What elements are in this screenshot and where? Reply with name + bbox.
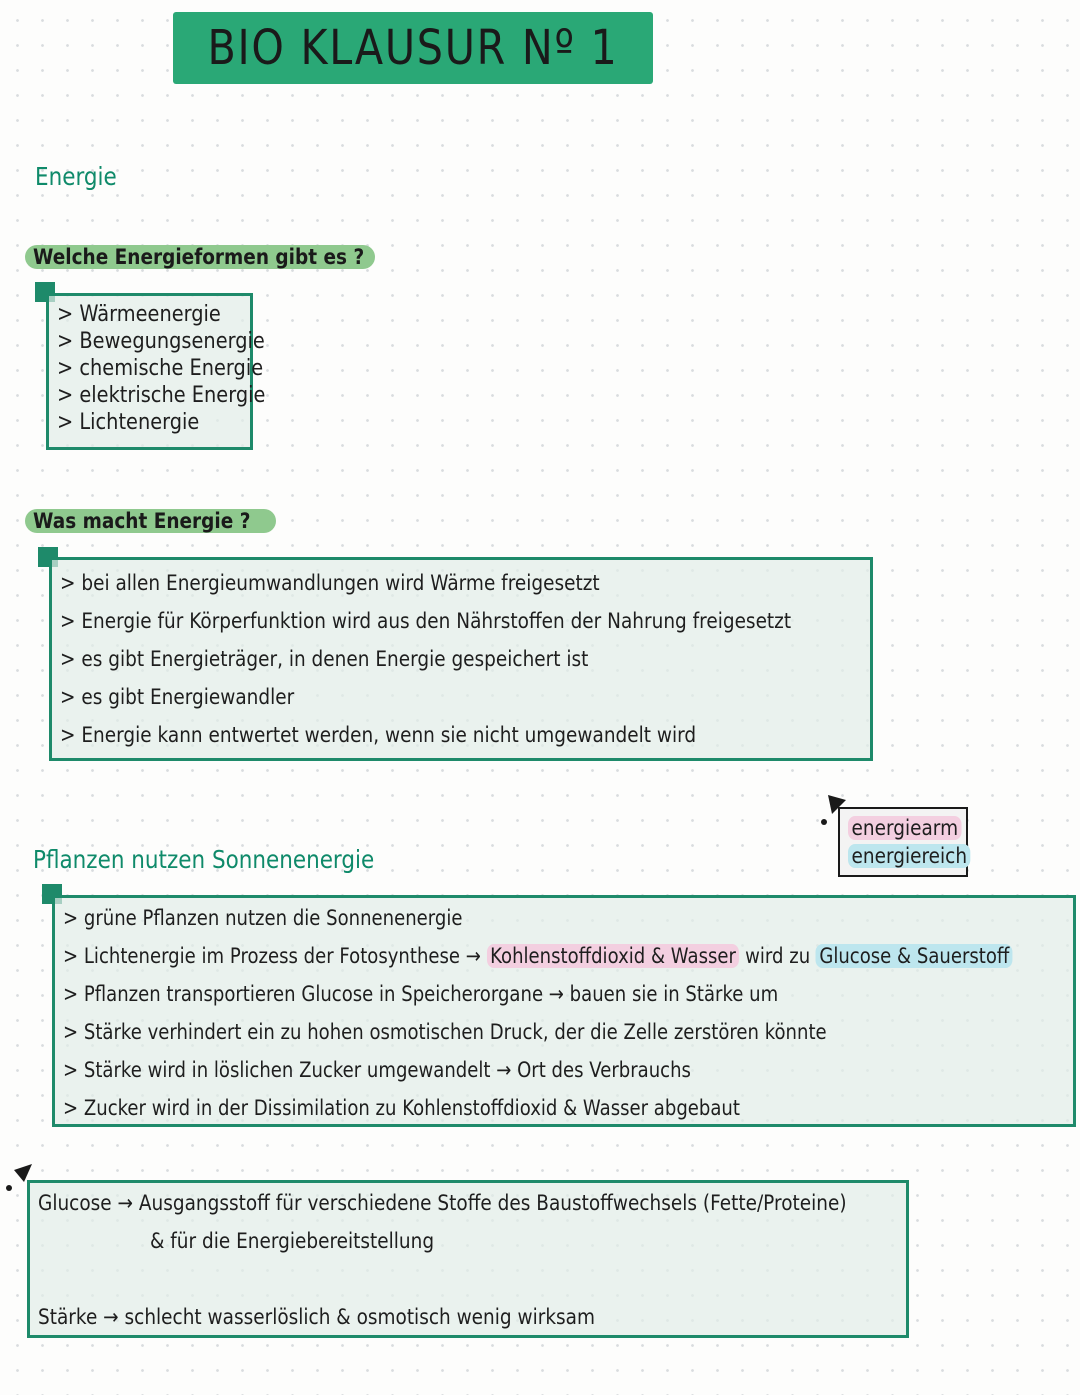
legend-item-high: [848, 842, 968, 870]
list-item: > es gibt Energieträger, in denen Energie gespeichert ist: [60, 647, 589, 671]
list-item: > Wärmeenergie: [57, 302, 221, 327]
connector-text: wird zu: [739, 944, 816, 968]
question-what-energy: Was macht Energie ?: [33, 509, 251, 533]
list-item: > Energie kann entwertet werden, wenn sie nicht umgewandelt wird: [60, 723, 697, 747]
list-item: > Lichtenergie: [57, 410, 200, 435]
what-energy-box: [49, 557, 873, 761]
plants-list: [63, 899, 1073, 1127]
color-legend: [838, 807, 968, 877]
list-item: > chemische Energie: [57, 356, 264, 381]
question-pill-energy-forms: [25, 245, 375, 269]
list-item: > bei allen Energieumwandlungen wird Wärme freigesetzt: [60, 571, 600, 595]
page-title: BIO KLAUSUR Nº 1: [207, 20, 619, 76]
list-item: > grüne Pflanzen nutzen die Sonnenenergie: [63, 906, 463, 930]
title-banner: [173, 12, 653, 84]
energy-forms-box: [46, 293, 266, 450]
fotosynthese-text: > Lichtenergie im Prozess der Fotosynthese →: [63, 944, 487, 968]
list-item: > Pflanzen transportieren Glucose in Speicherorgane → bauen sie in Stärke um: [63, 982, 779, 1006]
energy-forms-list: [57, 301, 266, 436]
plants-box: [52, 895, 1076, 1127]
legend-label-energiearm: energiearm: [848, 816, 962, 840]
list-item: > Stärke verhindert ein zu hohen osmotischen Druck, der die Zelle zerstören könnte: [63, 1020, 827, 1044]
highlight-energiereich: Glucose & Sauerstoff: [816, 944, 1013, 968]
list-item: > Bewegungsenergie: [57, 329, 265, 354]
glucose-starch-box: [27, 1180, 909, 1338]
legend-label-energiereich: energiereich: [848, 844, 971, 868]
list-item: > Zucker wird in der Dissimilation zu Kohlenstoffdioxid & Wasser abgebaut: [63, 1096, 740, 1120]
list-item: [63, 937, 1010, 975]
legend-item-low: [848, 814, 959, 842]
glucose-line: Glucose → Ausgangsstoff für verschiedene Stoffe des Baustoffwechsels (Fette/Proteine): [38, 1191, 847, 1215]
question-energy-forms: Welche Energieformen gibt es ?: [33, 245, 365, 269]
list-item: > es gibt Energiewandler: [60, 685, 295, 709]
what-energy-list: [60, 564, 870, 754]
question-pill-what-energy: [25, 509, 276, 533]
highlight-energiearm: Kohlenstoffdioxid & Wasser: [487, 944, 740, 968]
list-item: > Energie für Körperfunktion wird aus den Nährstoffen der Nahrung freigesetzt: [60, 609, 792, 633]
list-item: > Stärke wird in löslichen Zucker umgewandelt → Ort des Verbrauchs: [63, 1058, 691, 1082]
section-heading-energy: Energie: [35, 162, 117, 191]
glucose-line-continued: & für die Energiebereitstellung: [150, 1229, 435, 1253]
starch-line: Stärke → schlecht wasserlöslich & osmotisch wenig wirksam: [38, 1305, 596, 1329]
list-item: > elektrische Energie: [57, 383, 266, 408]
section-heading-plants: Pflanzen nutzen Sonnenenergie: [33, 845, 375, 874]
